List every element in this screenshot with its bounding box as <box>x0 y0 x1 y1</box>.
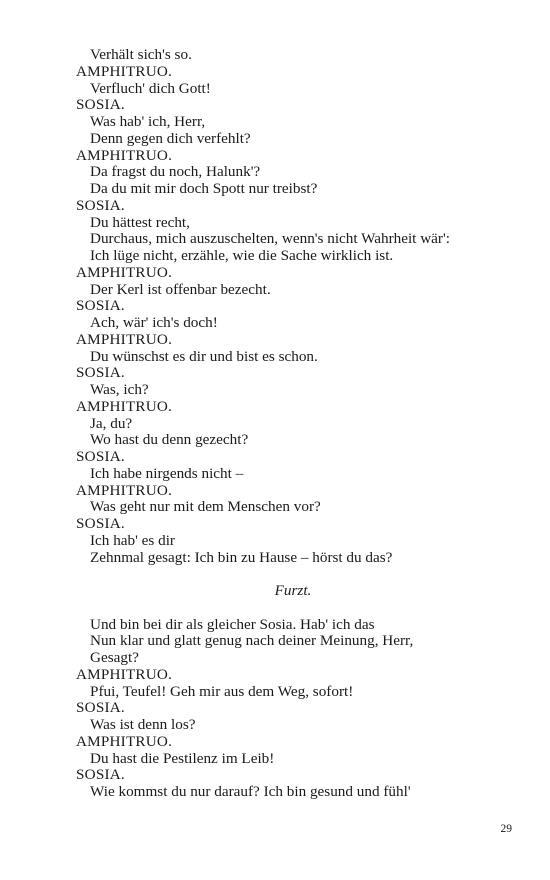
blank-line <box>76 566 496 583</box>
speaker-name: AMPHITRUO. <box>76 62 173 80</box>
dialogue-text <box>76 47 496 801</box>
speaker-name: SOSIA. <box>76 196 125 214</box>
verse-line: Pfui, Teufel! Geh mir aus dem Weg, sofort! <box>90 682 354 700</box>
speaker-name: AMPHITRUO. <box>76 732 173 750</box>
speaker-name: AMPHITRUO. <box>76 146 173 164</box>
verse-line: Was geht nur mit dem Menschen vor? <box>90 498 321 516</box>
speaker-name: SOSIA. <box>76 448 125 465</box>
verse-line: Was hab' ich, Herr, <box>90 113 206 130</box>
speaker-name: AMPHITRUO. <box>76 665 173 683</box>
speaker-name: AMPHITRUO. <box>76 263 173 281</box>
verse-line: Zehnmal gesagt: Ich bin zu Hause – hörst du das? <box>90 548 393 566</box>
verse-line: Und bin bei dir als gleicher Sosia. Hab' ich das <box>90 615 375 633</box>
verse-line: Ich lüge nicht, erzähle, wie die Sache wirklich ist. <box>90 247 394 264</box>
blank-line <box>76 600 496 617</box>
verse-line: Wie kommst du nur darauf? Ich bin gesund und fühl' <box>90 783 411 800</box>
page-number: 29 <box>500 823 512 835</box>
verse-line: Ich habe nirgends nicht – <box>90 464 244 482</box>
speaker-name: SOSIA. <box>76 699 125 717</box>
verse-line: Was, ich? <box>90 381 149 398</box>
speaker-name: SOSIA. <box>76 297 125 315</box>
verse-line: Du wünschst es dir und bist es schon. <box>90 347 318 365</box>
verse-line: Verfluch' dich Gott! <box>90 79 211 97</box>
verse-line: Durchaus, mich auszuschelten, wenn's nicht Wahrheit wär': <box>90 230 450 248</box>
speaker-name: AMPHITRUO. <box>76 481 173 499</box>
speaker-name: AMPHITRUO. <box>76 397 173 415</box>
verse-line: Verhält sich's so. <box>90 46 192 63</box>
verse-line: Denn gegen dich verfehlt? <box>90 129 251 147</box>
verse-line: Der Kerl ist offenbar bezecht. <box>90 280 271 298</box>
verse-line: Ich hab' es dir <box>90 531 175 549</box>
verse-line: Da fragst du noch, Halunk'? <box>90 163 261 181</box>
verse-line: Ja, du? <box>90 414 133 432</box>
verse-line: Da du mit mir doch Spott nur treibst? <box>90 180 318 197</box>
speaker-name: SOSIA. <box>76 364 125 382</box>
verse-line: Du hättest recht, <box>90 213 190 231</box>
verse-line: Gesagt? <box>90 649 139 666</box>
speaker-name: SOSIA. <box>76 515 125 532</box>
speaker-name: SOSIA. <box>76 96 125 114</box>
verse-line: Was ist denn los? <box>90 716 196 733</box>
verse-line: Du hast die Pestilenz im Leib! <box>90 749 275 767</box>
speaker-name: AMPHITRUO. <box>76 330 173 348</box>
verse-line: Wo hast du denn gezecht? <box>90 431 249 449</box>
verse-line: Ach, wär' ich's doch! <box>90 314 218 331</box>
speaker-name: SOSIA. <box>76 766 125 784</box>
stage-direction: Furzt. <box>274 582 312 599</box>
verse-line: Nun klar und glatt genug nach deiner Meinung, Herr, <box>90 632 414 650</box>
